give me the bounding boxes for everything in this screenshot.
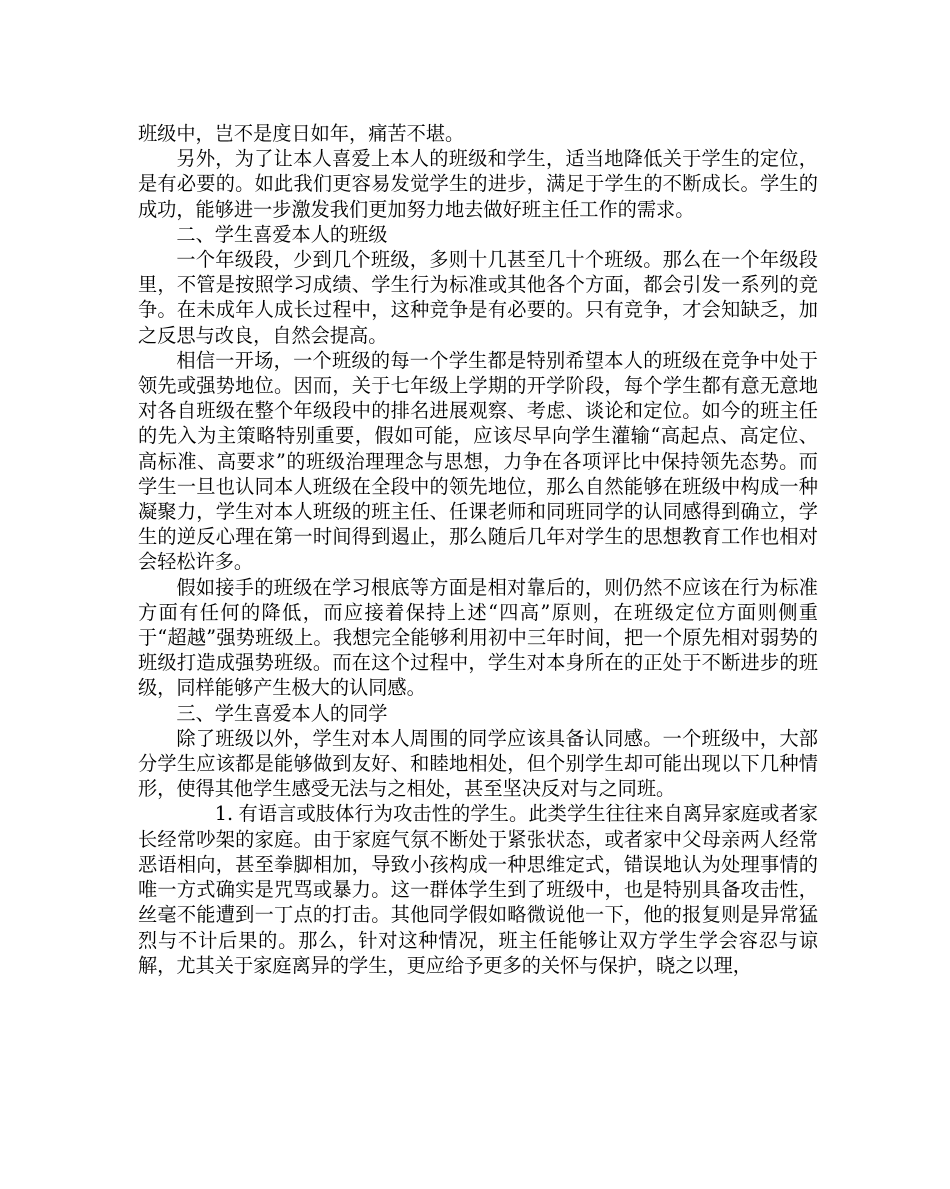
section-heading-2: 二、学生喜爱本人的班级 <box>176 222 388 246</box>
paragraph: 除了班级以外，学生对本人周围的同学应该具备认同感。一个班级中，大部分学生应该都是能够做到友好、和睦地相处，但个别学生却可能出现以下几种情形，使得其他学生感受无法与之相处，甚至坚决反对与之同班。 <box>138 726 818 801</box>
paragraph: 另外，为了让本人喜爱上本人的班级和学生，适当地降低关于学生的定位，是有必要的。如此我们更容易发觉学生的进步，满足于学生的不断成长。学生的成功，能够进一步激发我们更加努力地去做好班主任工作的需求。 <box>138 147 818 221</box>
section-heading-3: 三、学生喜爱本人的同学 <box>176 701 388 725</box>
document-page <box>138 121 818 978</box>
paragraph-continuation: 班级中，岂不是度日如年，痛苦不堪。 <box>138 122 465 145</box>
list-item-text: 有语言或肢体行为攻击性的学生。此类学生往往来自离异家庭或者家长经常吵架的家庭。由于家庭气氛不断处于紧张状态，或者家中父母亲两人经常恶语相向，甚至拳脚相加，导致小孩构成一种思维定式，错误地认为处理事情的唯一方式确实是咒骂或暴力。这一群体学生到了班级中，也是特别具备攻击性，丝毫不能遭到一丁点的打击。其他同学假如略微说他一下，他的报复则是异常猛烈与不计后果的。那么，针对这种情况，班主任能够让双方学生学会容忍与谅解，尤其关于家庭离异的学生，更应给予更多的关怀与保护，晓之以理， <box>138 802 818 977</box>
list-number: 1. <box>214 802 234 826</box>
numbered-item-1 <box>138 801 818 977</box>
paragraph: 相信一开场，一个班级的每一个学生都是特别希望本人的班级在竞争中处于领先或强势地位。因而，关于七年级上学期的开学阶段，每个学生都有意无意地对各自班级在整个年级段中的排名进展观察、考虑、谈论和定位。如今的班主任的先入为主策略特别重要，假如可能，应该尽早向学生灌输“高起点、高定位、高标准、高要求”的班级治理理念与思想，力争在各项评比中保持领先态势。而学生一旦也认同本人班级在全段中的领先地位，那么自然能够在班级中构成一种凝聚力，学生对本人班级的班主任、任课老师和同班同学的认同感得到确立，学生的逆反心理在第一时间得到遏止，那么随后几年对学生的思想教育工作也相对会轻松许多。 <box>138 348 818 574</box>
paragraph: 一个年级段，少到几个班级，多则十几甚至几十个班级。那么在一个年级段里，不管是按照学习成绩、学生行为标准或其他各个方面，都会引发一系列的竞争。在未成年人成长过程中，这种竞争是有必要的。只有竞争，才会知缺乏，加之反思与改良，自然会提高。 <box>138 248 818 347</box>
paragraph: 假如接手的班级在学习根底等方面是相对靠后的，则仍然不应该在行为标准方面有任何的降低，而应接着保持上述“四高”原则，在班级定位方面则侧重于“超越”强势班级上。我想完全能够利用初中三年时间，把一个原先相对弱势的班级打造成强势班级。而在这个过程中，学生对本身所在的正处于不断进步的班级，同样能够产生极大的认同感。 <box>138 575 818 700</box>
